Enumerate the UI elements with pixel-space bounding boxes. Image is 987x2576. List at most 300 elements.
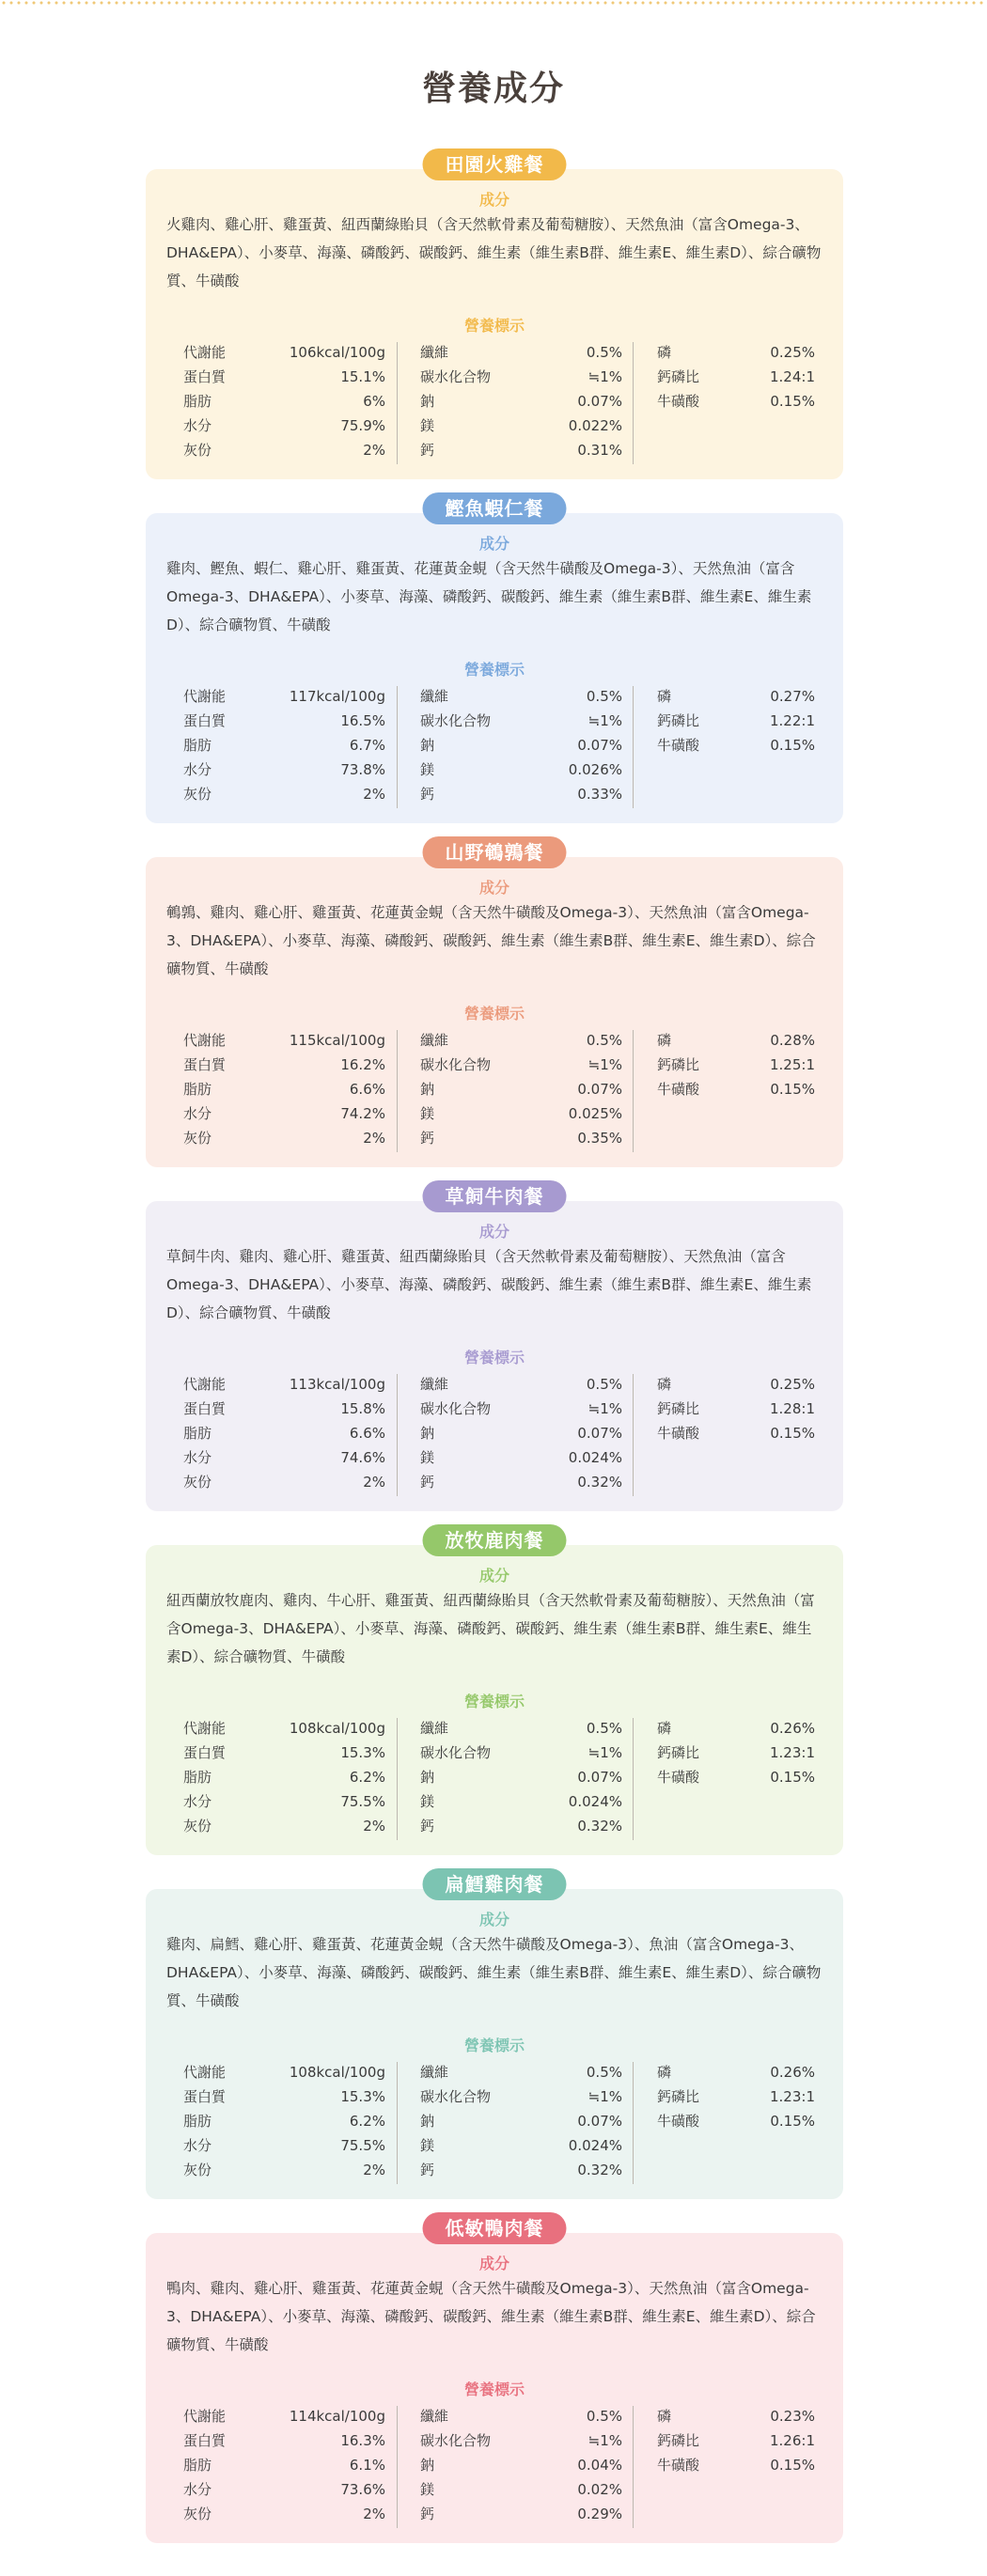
nutrition-row bbox=[183, 2477, 385, 2502]
nutrition-column-2 bbox=[420, 2404, 622, 2526]
nutrient-value: 108kcal/100g bbox=[289, 2064, 385, 2081]
nutrition-row bbox=[183, 782, 385, 806]
nutrient-name: 碳水化合物 bbox=[420, 1400, 492, 1417]
nutrition-row bbox=[420, 340, 622, 365]
nutrient-value: 113kcal/100g bbox=[289, 1376, 385, 1393]
nutrition-row bbox=[183, 414, 385, 438]
nutrient-name: 磷 bbox=[657, 2408, 672, 2425]
nutrient-value: 75.5% bbox=[340, 2137, 385, 2154]
nutrient-value: 0.5% bbox=[586, 344, 622, 361]
nutrition-table bbox=[146, 1716, 843, 1848]
nutrient-name: 鈣磷比 bbox=[657, 1400, 700, 1417]
nutrient-name: 碳水化合物 bbox=[420, 2432, 492, 2449]
nutrition-column-2 bbox=[420, 1716, 622, 1838]
nutrition-row bbox=[657, 1077, 815, 1101]
nutrient-name: 脂肪 bbox=[183, 1425, 212, 1442]
nutrient-value: 0.25% bbox=[770, 1376, 815, 1393]
nutrition-column-1 bbox=[183, 1716, 385, 1838]
nutrition-row bbox=[420, 2428, 622, 2453]
nutrient-value: 114kcal/100g bbox=[289, 2408, 385, 2425]
nutrition-row bbox=[657, 2084, 815, 2109]
nutrient-value: 2% bbox=[363, 442, 385, 459]
nutrient-name: 牛磺酸 bbox=[657, 737, 700, 754]
nutrient-value: 0.15% bbox=[770, 1769, 815, 1786]
nutrient-value: 0.026% bbox=[568, 761, 622, 778]
nutrient-value: 0.5% bbox=[586, 2408, 622, 2425]
nutrient-name: 水分 bbox=[183, 417, 212, 434]
nutrition-column-1 bbox=[183, 340, 385, 462]
product-card bbox=[146, 1873, 843, 2199]
nutrition-row bbox=[183, 1397, 385, 1421]
nutrition-row bbox=[420, 709, 622, 733]
product-name-badge: 鰹魚蝦仁餐 bbox=[423, 492, 567, 524]
nutrition-row bbox=[183, 1814, 385, 1838]
nutrient-name: 鈣 bbox=[420, 786, 435, 803]
nutrition-row bbox=[183, 1421, 385, 1445]
nutrition-row bbox=[420, 1421, 622, 1445]
nutrition-row bbox=[183, 2404, 385, 2428]
nutrition-row bbox=[657, 684, 815, 709]
column-divider bbox=[633, 686, 634, 808]
product-card bbox=[146, 1529, 843, 1855]
nutrient-value: 16.5% bbox=[340, 712, 385, 729]
nutrient-name: 碳水化合物 bbox=[420, 2088, 492, 2105]
nutrition-column-2 bbox=[420, 1372, 622, 1494]
nutrition-row bbox=[657, 2060, 815, 2084]
nutrient-value: ≒1% bbox=[588, 1744, 622, 1761]
nutrient-value: 2% bbox=[363, 786, 385, 803]
ingredients-text: 鴨肉、雞肉、雞心肝、雞蛋黃、花蓮黃金蜆（含天然牛磺酸及Omega-3）、天然魚油（富含Omega-3、DHA&EPA）、小麥草、海藻、磷酸鈣、碳酸鈣、維生素（維生素B群、維生素E、維生素D）、綜合礦物質、牛磺酸 bbox=[166, 2280, 816, 2353]
nutrient-name: 蛋白質 bbox=[183, 1400, 227, 1417]
nutrient-value: 6.6% bbox=[349, 1425, 385, 1442]
page-title: 營養成分 bbox=[421, 70, 565, 108]
nutrient-name: 代謝能 bbox=[183, 688, 227, 705]
nutrition-column-3 bbox=[657, 684, 815, 757]
nutrient-value: 117kcal/100g bbox=[289, 688, 385, 705]
nutrition-column-2 bbox=[420, 340, 622, 462]
column-divider bbox=[397, 2406, 398, 2528]
nutrient-name: 鈣 bbox=[420, 1130, 435, 1147]
nutrient-value: 0.32% bbox=[577, 2162, 622, 2178]
nutrition-row bbox=[420, 2502, 622, 2526]
nutrient-name: 水分 bbox=[183, 2137, 212, 2154]
nutrition-row bbox=[420, 2453, 622, 2477]
ingredients-heading: 成分 bbox=[478, 191, 509, 209]
nutrient-name: 磷 bbox=[657, 688, 672, 705]
nutrient-value: ≒1% bbox=[588, 2432, 622, 2449]
product-name-badge: 草飼牛肉餐 bbox=[423, 1180, 567, 1212]
nutrient-value: 2% bbox=[363, 2506, 385, 2522]
nutrition-row bbox=[420, 1053, 622, 1077]
nutrient-value: 1.24:1 bbox=[770, 368, 815, 385]
nutrition-row bbox=[183, 2428, 385, 2453]
nutrient-value: 74.2% bbox=[340, 1105, 385, 1122]
nutrient-value: 6% bbox=[363, 393, 385, 410]
nutrient-value: 75.9% bbox=[340, 417, 385, 434]
nutrient-name: 磷 bbox=[657, 1720, 672, 1737]
nutrient-name: 纖維 bbox=[420, 688, 449, 705]
nutrition-row bbox=[420, 733, 622, 757]
column-divider bbox=[633, 1030, 634, 1152]
nutrient-value: 0.27% bbox=[770, 688, 815, 705]
nutrition-row bbox=[420, 1789, 622, 1814]
nutrition-row bbox=[657, 389, 815, 414]
ingredients-heading: 成分 bbox=[478, 1223, 509, 1241]
nutrition-column-1 bbox=[183, 1372, 385, 1494]
nutrition-row bbox=[183, 1765, 385, 1789]
nutrition-row bbox=[183, 1053, 385, 1077]
nutrient-name: 代謝能 bbox=[183, 1720, 227, 1737]
nutrient-value: 2% bbox=[363, 2162, 385, 2178]
nutrition-row bbox=[657, 2404, 815, 2428]
column-divider bbox=[397, 686, 398, 808]
nutrient-value: 0.15% bbox=[770, 1425, 815, 1442]
nutrient-name: 鈣磷比 bbox=[657, 2432, 700, 2449]
nutrient-value: 15.8% bbox=[340, 1400, 385, 1417]
nutrient-value: 1.23:1 bbox=[770, 1744, 815, 1761]
nutrient-value: ≒1% bbox=[588, 368, 622, 385]
nutrient-value: 6.1% bbox=[349, 2457, 385, 2474]
nutrition-row bbox=[183, 438, 385, 462]
nutrition-column-2 bbox=[420, 1028, 622, 1150]
column-divider bbox=[633, 342, 634, 464]
ingredients-text: 紐西蘭放牧鹿肉、雞肉、牛心肝、雞蛋黃、紐西蘭綠貽貝（含天然軟骨素及葡萄糖胺）、天然魚油（富含Omega-3、DHA&EPA）、小麥草、海藻、磷酸鈣、碳酸鈣、維生素（維生素B群、維生素E、維生素D）、綜合礦物質、牛磺酸 bbox=[166, 1592, 815, 1665]
product-name-badge: 低敏鴨肉餐 bbox=[423, 2212, 567, 2244]
nutrient-value: 0.28% bbox=[770, 1032, 815, 1049]
nutrition-column-1 bbox=[183, 1028, 385, 1150]
nutrient-name: 磷 bbox=[657, 1376, 672, 1393]
nutrient-value: 0.25% bbox=[770, 344, 815, 361]
nutrition-row bbox=[657, 2453, 815, 2477]
nutrient-name: 灰份 bbox=[183, 442, 212, 459]
nutrient-name: 代謝能 bbox=[183, 344, 227, 361]
nutrition-row bbox=[420, 1470, 622, 1494]
nutrition-row bbox=[183, 684, 385, 709]
nutrition-table bbox=[146, 684, 843, 816]
nutrient-name: 脂肪 bbox=[183, 1081, 212, 1098]
nutrient-name: 鎂 bbox=[420, 761, 435, 778]
nutrition-row bbox=[420, 1741, 622, 1765]
nutrition-row bbox=[183, 2502, 385, 2526]
nutrient-value: ≒1% bbox=[588, 1400, 622, 1417]
nutrition-row bbox=[183, 2133, 385, 2158]
nutrient-value: 15.3% bbox=[340, 2088, 385, 2105]
nutrition-table bbox=[146, 1028, 843, 1160]
nutrition-row bbox=[183, 1126, 385, 1150]
nutrition-row bbox=[420, 1765, 622, 1789]
nutrition-row bbox=[657, 2109, 815, 2133]
nutrient-value: ≒1% bbox=[588, 2088, 622, 2105]
nutrient-name: 蛋白質 bbox=[183, 1744, 227, 1761]
nutrition-row bbox=[657, 1397, 815, 1421]
nutrient-value: 0.5% bbox=[586, 2064, 622, 2081]
nutrient-value: 0.024% bbox=[568, 2137, 622, 2154]
nutrient-name: 蛋白質 bbox=[183, 2088, 227, 2105]
nutrient-name: 灰份 bbox=[183, 1818, 212, 1834]
ingredients-text: 雞肉、扁鱈、雞心肝、雞蛋黃、花蓮黃金蜆（含天然牛磺酸及Omega-3）、魚油（富含Omega-3、DHA&EPA）、小麥草、海藻、磷酸鈣、碳酸鈣、維生素（維生素B群、維生素E、維生素D）、綜合礦物質、牛磺酸 bbox=[166, 1936, 822, 2009]
nutrient-name: 纖維 bbox=[420, 1032, 449, 1049]
nutrition-row bbox=[183, 709, 385, 733]
nutrient-name: 蛋白質 bbox=[183, 712, 227, 729]
nutrition-row bbox=[420, 1814, 622, 1838]
nutrition-row bbox=[420, 2477, 622, 2502]
nutrient-name: 鈣磷比 bbox=[657, 712, 700, 729]
nutrient-name: 磷 bbox=[657, 2064, 672, 2081]
nutrient-name: 水分 bbox=[183, 1105, 212, 1122]
nutrition-row bbox=[420, 2404, 622, 2428]
nutrient-name: 牛磺酸 bbox=[657, 2457, 700, 2474]
column-divider bbox=[397, 1374, 398, 1496]
nutrition-row bbox=[420, 2109, 622, 2133]
nutrient-value: 0.07% bbox=[577, 1769, 622, 1786]
column-divider bbox=[397, 1030, 398, 1152]
nutrition-column-1 bbox=[183, 2404, 385, 2526]
nutrient-value: 0.33% bbox=[577, 786, 622, 803]
nutrition-row bbox=[420, 2084, 622, 2109]
nutrition-table bbox=[146, 1372, 843, 1504]
product-name-badge: 山野鵪鶉餐 bbox=[423, 836, 567, 868]
nutrient-name: 牛磺酸 bbox=[657, 1769, 700, 1786]
nutrient-value: 0.15% bbox=[770, 393, 815, 410]
nutrient-value: 0.07% bbox=[577, 393, 622, 410]
nutrition-row bbox=[657, 709, 815, 733]
nutrition-heading: 營養標示 bbox=[463, 2381, 525, 2398]
nutrition-row bbox=[420, 389, 622, 414]
nutrient-name: 脂肪 bbox=[183, 1769, 212, 1786]
nutrition-row bbox=[657, 365, 815, 389]
nutrition-row bbox=[183, 389, 385, 414]
nutrient-value: 0.07% bbox=[577, 1081, 622, 1098]
nutrient-value: 1.23:1 bbox=[770, 2088, 815, 2105]
nutrition-row bbox=[183, 733, 385, 757]
nutrient-value: 0.29% bbox=[577, 2506, 622, 2522]
nutrient-value: 115kcal/100g bbox=[289, 1032, 385, 1049]
nutrient-value: 16.2% bbox=[340, 1056, 385, 1073]
nutrient-name: 鎂 bbox=[420, 417, 435, 434]
nutrient-value: 6.6% bbox=[349, 1081, 385, 1098]
nutrient-name: 鈉 bbox=[420, 393, 435, 410]
nutrient-name: 鈉 bbox=[420, 1425, 435, 1442]
nutrient-name: 水分 bbox=[183, 1793, 212, 1810]
nutrient-name: 灰份 bbox=[183, 2162, 212, 2178]
nutrient-value: 0.15% bbox=[770, 737, 815, 754]
nutrition-row bbox=[420, 684, 622, 709]
nutrient-value: 0.024% bbox=[568, 1793, 622, 1810]
nutrient-value: 0.15% bbox=[770, 1081, 815, 1098]
nutrient-name: 代謝能 bbox=[183, 1032, 227, 1049]
nutrient-name: 纖維 bbox=[420, 2064, 449, 2081]
nutrition-heading: 營養標示 bbox=[463, 2037, 525, 2054]
nutrient-value: 1.25:1 bbox=[770, 1056, 815, 1073]
nutrient-value: 2% bbox=[363, 1130, 385, 1147]
nutrient-value: ≒1% bbox=[588, 1056, 622, 1073]
nutrient-value: 0.32% bbox=[577, 1818, 622, 1834]
nutrition-row bbox=[420, 1716, 622, 1741]
ingredients-heading: 成分 bbox=[478, 2255, 509, 2272]
nutrition-row bbox=[420, 1101, 622, 1126]
nutrient-value: 0.5% bbox=[586, 1720, 622, 1737]
product-name-badge: 田園火雞餐 bbox=[423, 148, 567, 180]
nutrition-row bbox=[183, 1077, 385, 1101]
nutrition-row bbox=[420, 1397, 622, 1421]
nutrient-value: 0.07% bbox=[577, 1425, 622, 1442]
nutrient-name: 灰份 bbox=[183, 786, 212, 803]
nutrition-row bbox=[420, 414, 622, 438]
nutrient-value: 0.31% bbox=[577, 442, 622, 459]
nutrition-heading: 營養標示 bbox=[463, 1005, 525, 1023]
nutrient-value: 6.2% bbox=[349, 2113, 385, 2130]
nutrient-value: 0.5% bbox=[586, 1376, 622, 1393]
column-divider bbox=[633, 2062, 634, 2184]
nutrient-name: 牛磺酸 bbox=[657, 393, 700, 410]
nutrition-row bbox=[183, 2060, 385, 2084]
nutrient-name: 纖維 bbox=[420, 2408, 449, 2425]
nutrient-value: 15.3% bbox=[340, 1744, 385, 1761]
nutrient-value: 1.28:1 bbox=[770, 1400, 815, 1417]
nutrient-name: 脂肪 bbox=[183, 2113, 212, 2130]
product-card bbox=[146, 497, 843, 823]
nutrition-row bbox=[657, 2428, 815, 2453]
nutrient-value: 106kcal/100g bbox=[289, 344, 385, 361]
nutrient-value: 0.5% bbox=[586, 1032, 622, 1049]
nutrition-column-3 bbox=[657, 2404, 815, 2477]
nutrient-name: 鈣 bbox=[420, 1474, 435, 1491]
nutrition-row bbox=[420, 365, 622, 389]
nutrient-value: 0.35% bbox=[577, 1130, 622, 1147]
ingredients-text: 雞肉、鰹魚、蝦仁、雞心肝、雞蛋黃、花蓮黃金蜆（含天然牛磺酸及Omega-3）、天然魚油（富含Omega-3、DHA&EPA）、小麥草、海藻、磷酸鈣、碳酸鈣、維生素（維生素B群、維生素E、維生素D）、綜合礦物質、牛磺酸 bbox=[166, 560, 812, 633]
nutrient-value: 108kcal/100g bbox=[289, 1720, 385, 1737]
nutrient-name: 碳水化合物 bbox=[420, 1056, 492, 1073]
nutrition-row bbox=[183, 2084, 385, 2109]
nutrition-row bbox=[183, 340, 385, 365]
nutrition-row bbox=[420, 2133, 622, 2158]
nutrient-name: 纖維 bbox=[420, 1376, 449, 1393]
column-divider bbox=[633, 1718, 634, 1840]
product-card bbox=[146, 841, 843, 1167]
product-card bbox=[146, 2217, 843, 2543]
nutrient-name: 鎂 bbox=[420, 1449, 435, 1466]
nutrient-value: 0.04% bbox=[577, 2457, 622, 2474]
nutrient-value: 0.022% bbox=[568, 417, 622, 434]
nutrition-row bbox=[420, 2060, 622, 2084]
column-divider bbox=[397, 2062, 398, 2184]
column-divider bbox=[633, 2406, 634, 2528]
ingredients-heading: 成分 bbox=[478, 879, 509, 897]
nutrient-name: 鈣磷比 bbox=[657, 368, 700, 385]
nutrient-name: 代謝能 bbox=[183, 2408, 227, 2425]
nutrition-row bbox=[420, 1126, 622, 1150]
product-name-badge: 扁鱈雞肉餐 bbox=[423, 1868, 567, 1900]
nutrition-row bbox=[183, 1101, 385, 1126]
nutrition-row bbox=[657, 733, 815, 757]
nutrient-value: 6.7% bbox=[349, 737, 385, 754]
nutrient-name: 鎂 bbox=[420, 2481, 435, 2498]
nutrient-name: 碳水化合物 bbox=[420, 1744, 492, 1761]
nutrient-value: 0.5% bbox=[586, 688, 622, 705]
nutrition-row bbox=[420, 782, 622, 806]
nutrition-row bbox=[183, 1716, 385, 1741]
nutrition-row bbox=[657, 1716, 815, 1741]
nutrition-column-3 bbox=[657, 1028, 815, 1101]
nutrition-row bbox=[183, 2109, 385, 2133]
nutrient-name: 磷 bbox=[657, 344, 672, 361]
nutrition-column-2 bbox=[420, 2060, 622, 2182]
nutrition-row bbox=[657, 1741, 815, 1765]
nutrition-row bbox=[183, 2453, 385, 2477]
nutrition-column-1 bbox=[183, 2060, 385, 2182]
column-divider bbox=[633, 1374, 634, 1496]
nutrient-name: 脂肪 bbox=[183, 737, 212, 754]
nutrition-row bbox=[420, 438, 622, 462]
nutrient-name: 纖維 bbox=[420, 344, 449, 361]
nutrient-name: 脂肪 bbox=[183, 393, 212, 410]
nutrient-name: 水分 bbox=[183, 1449, 212, 1466]
nutrition-row bbox=[657, 1028, 815, 1053]
nutrient-name: 磷 bbox=[657, 1032, 672, 1049]
nutrition-row bbox=[657, 1372, 815, 1397]
nutrient-value: 0.15% bbox=[770, 2457, 815, 2474]
nutrient-name: 鈉 bbox=[420, 737, 435, 754]
nutrient-value: 75.5% bbox=[340, 1793, 385, 1810]
nutrition-row bbox=[183, 757, 385, 782]
nutrient-name: 鈣磷比 bbox=[657, 1056, 700, 1073]
nutrition-row bbox=[657, 1765, 815, 1789]
nutrient-name: 蛋白質 bbox=[183, 368, 227, 385]
nutrient-name: 鎂 bbox=[420, 1105, 435, 1122]
nutrient-name: 灰份 bbox=[183, 2506, 212, 2522]
nutrient-name: 牛磺酸 bbox=[657, 1425, 700, 1442]
nutrient-value: 2% bbox=[363, 1474, 385, 1491]
nutrition-table bbox=[146, 2060, 843, 2192]
nutrient-value: 1.26:1 bbox=[770, 2432, 815, 2449]
nutrition-row bbox=[420, 757, 622, 782]
nutrient-value: 0.024% bbox=[568, 1449, 622, 1466]
nutrition-row bbox=[183, 1372, 385, 1397]
ingredients-heading: 成分 bbox=[478, 1911, 509, 1928]
nutrient-value: 73.8% bbox=[340, 761, 385, 778]
nutrition-row bbox=[420, 1445, 622, 1470]
nutrition-row bbox=[183, 1445, 385, 1470]
nutrient-value: 0.26% bbox=[770, 1720, 815, 1737]
nutrition-row bbox=[183, 1789, 385, 1814]
nutrition-column-2 bbox=[420, 684, 622, 806]
nutrition-column-3 bbox=[657, 1716, 815, 1789]
product-name-badge: 放牧鹿肉餐 bbox=[423, 1524, 567, 1556]
nutrition-row bbox=[183, 1028, 385, 1053]
nutrition-heading: 營養標示 bbox=[463, 1693, 525, 1710]
nutrition-column-3 bbox=[657, 2060, 815, 2133]
nutrient-value: 73.6% bbox=[340, 2481, 385, 2498]
ingredients-heading: 成分 bbox=[478, 1567, 509, 1585]
nutrient-name: 碳水化合物 bbox=[420, 368, 492, 385]
nutrient-name: 鈉 bbox=[420, 1081, 435, 1098]
nutrient-value: 2% bbox=[363, 1818, 385, 1834]
nutrition-column-3 bbox=[657, 1372, 815, 1445]
nutrient-value: 0.02% bbox=[577, 2481, 622, 2498]
nutrient-name: 鈉 bbox=[420, 2113, 435, 2130]
nutrient-name: 水分 bbox=[183, 761, 212, 778]
nutrition-row bbox=[420, 1372, 622, 1397]
product-card bbox=[146, 1185, 843, 1511]
nutrient-name: 鈣 bbox=[420, 442, 435, 459]
nutrient-value: 6.2% bbox=[349, 1769, 385, 1786]
product-card bbox=[146, 153, 843, 479]
nutrient-value: 0.025% bbox=[568, 1105, 622, 1122]
nutrient-name: 鈣磷比 bbox=[657, 2088, 700, 2105]
nutrient-value: 74.6% bbox=[340, 1449, 385, 1466]
nutrition-row bbox=[657, 340, 815, 365]
nutrient-name: 蛋白質 bbox=[183, 2432, 227, 2449]
